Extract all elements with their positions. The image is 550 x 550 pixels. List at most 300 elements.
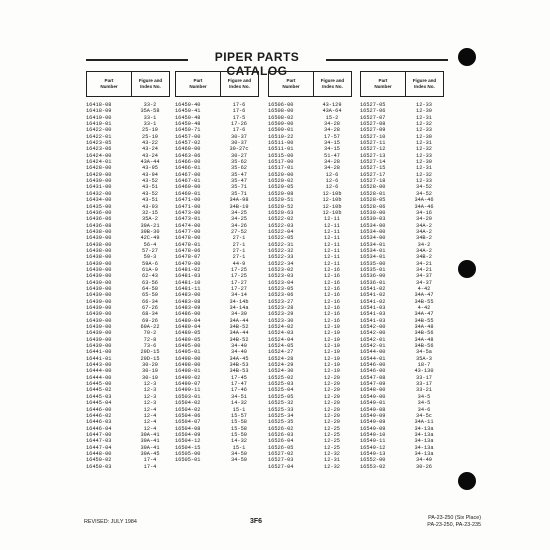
figure-index: 17-46 — [231, 387, 247, 394]
part-number: 16542-00 — [360, 324, 386, 331]
figure-index: 34-37 — [416, 279, 432, 286]
part-number: 16523-29 — [268, 311, 294, 318]
figure-index: 12-20 — [324, 374, 340, 381]
figure-index: 12-4 — [143, 419, 157, 426]
figure-index: 43-94 — [142, 171, 158, 178]
part-number: 16534-00 — [360, 222, 386, 229]
figure-index: 12-6 — [325, 178, 339, 185]
figure-index: 33-21 — [416, 387, 432, 394]
part-number: 16478-00 — [175, 235, 201, 242]
figure-index: 12-30 — [416, 133, 432, 140]
figure-index: 34-20 — [416, 216, 432, 223]
table-header — [268, 71, 352, 97]
parts-table-1 — [86, 71, 170, 470]
punch-hole-bottom — [458, 472, 476, 490]
figure-index: 34-28 — [324, 127, 340, 134]
figure-index: 34-13a — [414, 425, 434, 432]
part-number: 16439-00 — [86, 324, 112, 331]
figure-index: 30-19 — [142, 368, 158, 375]
figure-index: 12-19 — [324, 336, 340, 343]
part-number: 16439-00 — [86, 317, 112, 324]
part-number: 16457-02 — [175, 140, 201, 147]
part-number: 16443-00 — [86, 362, 112, 369]
figure-index: 18-7 — [417, 362, 431, 369]
part-number: 16520-02 — [268, 178, 294, 185]
figure-index: 15-57 — [231, 412, 247, 419]
part-number: 16505-00 — [175, 450, 201, 457]
figure-index: 15-2 — [325, 114, 339, 121]
figure-index: 34B-2 — [416, 254, 432, 261]
figure-index: 12-25 — [324, 438, 340, 445]
part-number: 16439-00 — [86, 285, 112, 292]
part-number: 16498-00 — [175, 362, 201, 369]
figure-index: 34A-98 — [229, 197, 249, 204]
figure-index: 34B-53 — [229, 368, 249, 375]
figure-index: 59-3 — [143, 254, 157, 261]
figure-index: 12-10b — [322, 197, 342, 204]
figure-index: 12-11 — [324, 216, 340, 223]
figure-index: 12-31 — [324, 457, 340, 464]
part-number: 16504-06 — [175, 412, 201, 419]
figure-index: 12-20 — [324, 393, 340, 400]
figure-index: 12-10b — [322, 190, 342, 197]
figure-index: 34-26 — [231, 222, 247, 229]
figure-index: 34-28 — [324, 159, 340, 166]
figure-index: 12-31 — [416, 165, 432, 172]
figure-index: 15-58 — [231, 425, 247, 432]
figure-index: 12-16 — [324, 266, 340, 273]
figure-index: 34-25 — [231, 209, 247, 216]
part-number: 16528-01 — [360, 190, 386, 197]
part-number: 16499-11 — [175, 387, 201, 394]
figure-index: 12-19 — [324, 324, 340, 331]
part-number: 16422-00 — [86, 127, 112, 134]
figure-index: 12-16 — [324, 285, 340, 292]
part-number: 16528-06 — [360, 203, 386, 210]
figure-index: 61A-9 — [142, 266, 158, 273]
part-number: 16473-00 — [175, 209, 201, 216]
figure-index: 12-11 — [324, 260, 340, 267]
figure-index: 17-45 — [231, 374, 247, 381]
part-number: 16527-10 — [360, 133, 386, 140]
parts-table-4 — [360, 71, 444, 470]
part-number: 16423-06 — [86, 146, 112, 153]
figure-index: 34-37 — [416, 273, 432, 280]
part-number: 16445-02 — [86, 387, 112, 394]
figure-index: 12-11 — [324, 254, 340, 261]
table-body — [268, 102, 352, 470]
figure-index: 34-13a — [414, 450, 434, 457]
part-number: 16435-00 — [86, 203, 112, 210]
part-number: 16495-01 — [175, 349, 201, 356]
figure-index: 57-27 — [142, 247, 158, 254]
part-number: 16520-63 — [268, 209, 294, 216]
part-number: 16444-00 — [86, 374, 112, 381]
part-number: 16504-12 — [175, 438, 201, 445]
part-number: 16534-01 — [360, 241, 386, 248]
figure-index: 12-20 — [324, 406, 340, 413]
part-number: 16509-00 — [268, 121, 294, 128]
figure-index: 30-26 — [416, 463, 432, 470]
part-number: 16542-00 — [360, 330, 386, 337]
figure-index: 69-26 — [142, 317, 158, 324]
part-number: 16523-28 — [268, 305, 294, 311]
part-number: 16499-07 — [175, 381, 201, 388]
figure-index: 39A-41 — [140, 444, 160, 451]
part-number: 16549-01 — [360, 400, 386, 407]
figure-index: 34B-19 — [229, 203, 249, 210]
part-number: 16522-33 — [268, 254, 294, 261]
figure-index: 12-32 — [416, 146, 432, 153]
part-number: 16511-01 — [268, 146, 294, 153]
figure-index: 15-1 — [232, 406, 246, 413]
figure-index: 35-71 — [231, 184, 247, 191]
figure-index: 15-59 — [231, 431, 247, 438]
figure-index: 72-8 — [143, 336, 157, 343]
part-number: 16471-00 — [175, 197, 201, 204]
title-rule-left — [86, 59, 188, 61]
figure-index: 34-21 — [416, 260, 432, 267]
figure-index: 43A-44 — [140, 159, 160, 166]
part-number: 16478-07 — [175, 254, 201, 261]
part-number: 16549-09 — [360, 419, 386, 426]
part-number: 16522-04 — [268, 228, 294, 235]
figure-index: 34B-53 — [229, 362, 249, 369]
part-number: 16445-00 — [86, 381, 112, 388]
figure-index: 67-26 — [142, 305, 158, 311]
part-number: 16450-71 — [175, 127, 201, 134]
figure-index: 12-33 — [416, 178, 432, 185]
figure-index: 17-57 — [324, 133, 340, 140]
part-number-header: Part Number — [269, 72, 314, 96]
figure-index: 12-20 — [324, 400, 340, 407]
figure-index: 12-16 — [324, 292, 340, 299]
part-number: 16473-01 — [175, 216, 201, 223]
figure-index: 29D-15 — [140, 355, 160, 362]
figure-index: 34A-2 — [416, 222, 432, 229]
figure-index: 34-13a — [414, 431, 434, 438]
part-number: 16527-13 — [360, 152, 386, 159]
table-row — [86, 464, 170, 470]
part-number: 16549-09 — [360, 412, 386, 419]
figure-index: 32-15 — [142, 209, 158, 216]
part-number: 16542-01 — [360, 343, 386, 350]
figure-index: 34-6 — [417, 406, 431, 413]
part-number: 16526-03 — [268, 431, 294, 438]
part-number: 16474-00 — [175, 222, 201, 229]
figure-index: 27-52 — [231, 228, 247, 235]
figure-index: 17-5 — [232, 114, 246, 121]
part-number: 16549-09 — [360, 425, 386, 432]
figure-index: 34-13a — [414, 444, 434, 451]
figure-index: 17-25 — [231, 266, 247, 273]
figure-index: 43-24 — [142, 152, 158, 159]
figure-index: 12-3 — [143, 381, 157, 388]
figure-index: 39A-21 — [140, 222, 160, 229]
part-number: 16508-02 — [268, 114, 294, 121]
part-number: 16450-40 — [175, 102, 201, 108]
part-number: 16450-02 — [86, 457, 112, 464]
figure-index: 34-51 — [231, 393, 247, 400]
figure-index: 34-15 — [324, 140, 340, 147]
figure-index: 34-40 — [231, 343, 247, 350]
figure-index: 12-19 — [324, 343, 340, 350]
table-header — [175, 71, 259, 97]
figure-index: 12-10b — [322, 209, 342, 216]
part-number: 16523-27 — [268, 298, 294, 305]
figure-index: 42C-49 — [140, 235, 160, 242]
figure-index: 12-16 — [324, 298, 340, 305]
part-number: 16448-00 — [86, 450, 112, 457]
part-number: 16505-01 — [175, 457, 201, 464]
part-number: 16541-03 — [360, 311, 386, 318]
figure-index: 68-34 — [142, 311, 158, 318]
part-number: 16524-04 — [268, 336, 294, 343]
part-number: 16445-03 — [86, 393, 112, 400]
part-number: 16463-06 — [175, 152, 201, 159]
part-number: 16441-00 — [86, 349, 112, 356]
part-number: 16439-00 — [86, 273, 112, 280]
part-number: 16535-00 — [360, 260, 386, 267]
part-number: 16504-09 — [175, 431, 201, 438]
part-number: 16522-31 — [268, 241, 294, 248]
figure-index: 34B-2 — [416, 235, 432, 242]
part-number: 16510-22 — [268, 133, 294, 140]
figure-index: 34-14b — [229, 298, 249, 305]
figure-index: 30-19 — [142, 374, 158, 381]
part-number: 16429-00 — [86, 171, 112, 178]
part-number: 16527-14 — [360, 159, 386, 166]
figure-index: 69A-22 — [140, 324, 160, 331]
figure-index: 4-42 — [417, 305, 431, 311]
part-number-header: Part Number — [176, 72, 221, 96]
part-number: 16499-02 — [175, 374, 201, 381]
parts-table-3 — [268, 71, 352, 470]
part-number: 16418-09 — [86, 108, 112, 115]
part-number: 16450-03 — [86, 463, 112, 470]
part-number: 16524-05 — [268, 343, 294, 350]
part-number: 16544-00 — [360, 349, 386, 356]
part-number: 16489-04 — [175, 317, 201, 324]
figure-index: 4-42 — [417, 285, 431, 292]
figure-index-header: Figure and Index No. — [227, 78, 252, 89]
figure-index: 34-25 — [231, 216, 247, 223]
figure-index: 12-16 — [324, 317, 340, 324]
figure-index: 12-31 — [416, 140, 432, 147]
figure-index: 12-10b — [322, 203, 342, 210]
part-number: 16481-10 — [175, 279, 201, 286]
figure-index: 34-21 — [416, 266, 432, 273]
figure-index: 35A-58 — [140, 108, 160, 115]
part-number: 16520-51 — [268, 197, 294, 204]
figure-index: 30-27 — [231, 152, 247, 159]
figure-index: 12-32 — [416, 121, 432, 128]
part-number: 16527-04 — [268, 463, 294, 470]
part-number: 16546-00 — [360, 362, 386, 369]
figure-index: 63-56 — [142, 279, 158, 286]
table-body — [360, 102, 444, 470]
figure-index: 39A-41 — [140, 431, 160, 438]
figure-index: 35-62 — [231, 159, 247, 166]
part-number: 16439-00 — [86, 292, 112, 299]
figure-index: 27-1 — [232, 241, 246, 248]
part-number: 16546-00 — [360, 368, 386, 375]
figure-index: 73-6 — [143, 343, 157, 350]
part-number: 16542-01 — [360, 336, 386, 343]
part-number: 16438-00 — [86, 254, 112, 261]
figure-index-header: Figure and Index No. — [412, 78, 437, 89]
figure-index: 43-51 — [142, 197, 158, 204]
figure-index: 12-32 — [416, 171, 432, 178]
part-number: 16524-27 — [268, 349, 294, 356]
part-number: 16547-09 — [360, 381, 386, 388]
part-number: 16523-03 — [268, 273, 294, 280]
table-header — [86, 71, 170, 97]
part-number: 16439-00 — [86, 298, 112, 305]
part-number: 16523-05 — [268, 285, 294, 292]
part-number: 16506-00 — [268, 102, 294, 108]
part-number: 16504-07 — [175, 419, 201, 426]
part-number: 16481-02 — [175, 266, 201, 273]
figure-index: 34A-11 — [414, 419, 434, 426]
part-number: 16450-41 — [175, 108, 201, 115]
part-number: 16467-01 — [175, 178, 201, 185]
part-number: 16439-00 — [86, 279, 112, 286]
part-number: 16439-00 — [86, 336, 112, 343]
figure-index: 12-30 — [416, 159, 432, 166]
figure-index: 17-47 — [231, 381, 247, 388]
figure-index: 12-19 — [324, 362, 340, 369]
figure-index: 17-26 — [231, 121, 247, 128]
figure-index: 35-47 — [231, 171, 247, 178]
part-number: 16498-00 — [175, 355, 201, 362]
part-number: 16441-01 — [86, 355, 112, 362]
figure-index: 12-11 — [324, 247, 340, 254]
title-rule-right — [326, 59, 448, 61]
part-number: 16536-00 — [360, 273, 386, 280]
figure-index: 34B-52 — [229, 324, 249, 331]
figure-index: 34A-2 — [416, 247, 432, 254]
figure-index: 34-15 — [324, 146, 340, 153]
figure-index: 12-11 — [324, 222, 340, 229]
part-number: 16527-12 — [360, 146, 386, 153]
figure-index: 34B-56 — [414, 343, 434, 350]
part-number: 16460-00 — [175, 146, 201, 153]
part-number: 16522-32 — [268, 247, 294, 254]
part-number: 16422-01 — [86, 133, 112, 140]
figure-index: 43-24 — [142, 146, 158, 153]
figure-index: 35A-3 — [416, 355, 432, 362]
part-number: 16483-00 — [175, 292, 201, 299]
part-number: 16467-00 — [175, 171, 201, 178]
figure-index: 34A-44 — [229, 317, 249, 324]
figure-index: 12-19 — [324, 355, 340, 362]
part-number: 16504-02 — [175, 400, 201, 407]
figure-index: 44-9 — [232, 260, 246, 267]
figure-index: 30-20 — [142, 362, 158, 369]
table-header — [360, 71, 444, 97]
part-number: 16541-03 — [360, 317, 386, 324]
part-number: 16527-15 — [360, 165, 386, 172]
part-number: 16534-00 — [360, 235, 386, 242]
part-number: 16438-00 — [86, 228, 112, 235]
figure-index: 12-33 — [416, 152, 432, 159]
figure-index: 12-6 — [325, 184, 339, 191]
part-number: 16541-02 — [360, 292, 386, 299]
part-number: 16447-04 — [86, 444, 112, 451]
part-number: 16536-01 — [360, 279, 386, 286]
figure-index: 51-47 — [324, 152, 340, 159]
part-number: 16526-05 — [268, 444, 294, 451]
figure-index: 12-16 — [324, 311, 340, 318]
figure-index: 33-17 — [416, 374, 432, 381]
figure-index: 12-11 — [324, 241, 340, 248]
part-number: 16447-03 — [86, 438, 112, 445]
figure-index: 12-4 — [143, 425, 157, 432]
model-line-2: PA-23-250, PA-23-235 — [427, 522, 481, 528]
figure-index: 12-16 — [324, 279, 340, 286]
part-number: 16530-00 — [360, 209, 386, 216]
part-number: 16527-05 — [360, 102, 386, 108]
figure-index: 17-25 — [231, 273, 247, 280]
part-number: 16524-02 — [268, 324, 294, 331]
part-number: 16503-01 — [175, 393, 201, 400]
part-number: 16534-01 — [360, 247, 386, 254]
figure-index: 12-16 — [324, 273, 340, 280]
part-number: 16504-15 — [175, 444, 201, 451]
figure-index: 34-14 — [231, 292, 247, 299]
part-number: 16430-00 — [86, 178, 112, 185]
part-number: 16428-00 — [86, 165, 112, 172]
figure-index: 43-52 — [142, 190, 158, 197]
figure-index: 17-27 — [231, 285, 247, 292]
part-number: 16547-08 — [360, 374, 386, 381]
part-number: 16439-00 — [86, 311, 112, 318]
figure-index: 34-50 — [231, 457, 247, 464]
part-number: 16527-06 — [360, 108, 386, 115]
figure-index: 12-3 — [143, 387, 157, 394]
figure-index: 12-3 — [143, 393, 157, 400]
part-number: 16419-00 — [86, 114, 112, 121]
part-number: 16541-02 — [360, 285, 386, 292]
figure-index: 33-1 — [143, 121, 157, 128]
figure-index: 34A-45 — [229, 355, 249, 362]
figure-index: 12-19 — [324, 349, 340, 356]
part-number: 16469-01 — [175, 190, 201, 197]
part-number: 16424-00 — [86, 152, 112, 159]
table-row — [268, 464, 352, 470]
part-number: 16528-00 — [360, 184, 386, 191]
part-number: 16444-00 — [86, 368, 112, 375]
part-number: 16436-00 — [86, 209, 112, 216]
figure-index: 34-40 — [231, 349, 247, 356]
part-number: 16553-02 — [360, 463, 386, 470]
part-number: 16534-01 — [360, 254, 386, 261]
part-number: 16478-06 — [175, 247, 201, 254]
figure-index: 14-32 — [231, 438, 247, 445]
figure-index: 12-11 — [324, 228, 340, 235]
part-number: 16489-05 — [175, 336, 201, 343]
figure-index: 34-14a — [229, 305, 249, 311]
part-number: 16520-05 — [268, 184, 294, 191]
part-number: 16524-30 — [268, 368, 294, 375]
figure-index: 25-19 — [142, 127, 158, 134]
part-number: 16509-01 — [268, 127, 294, 134]
figure-index: 12-20 — [324, 419, 340, 426]
part-number: 16524-28 — [268, 355, 294, 362]
part-number: 16466-00 — [175, 159, 201, 166]
figure-index: 34B-55 — [414, 298, 434, 305]
